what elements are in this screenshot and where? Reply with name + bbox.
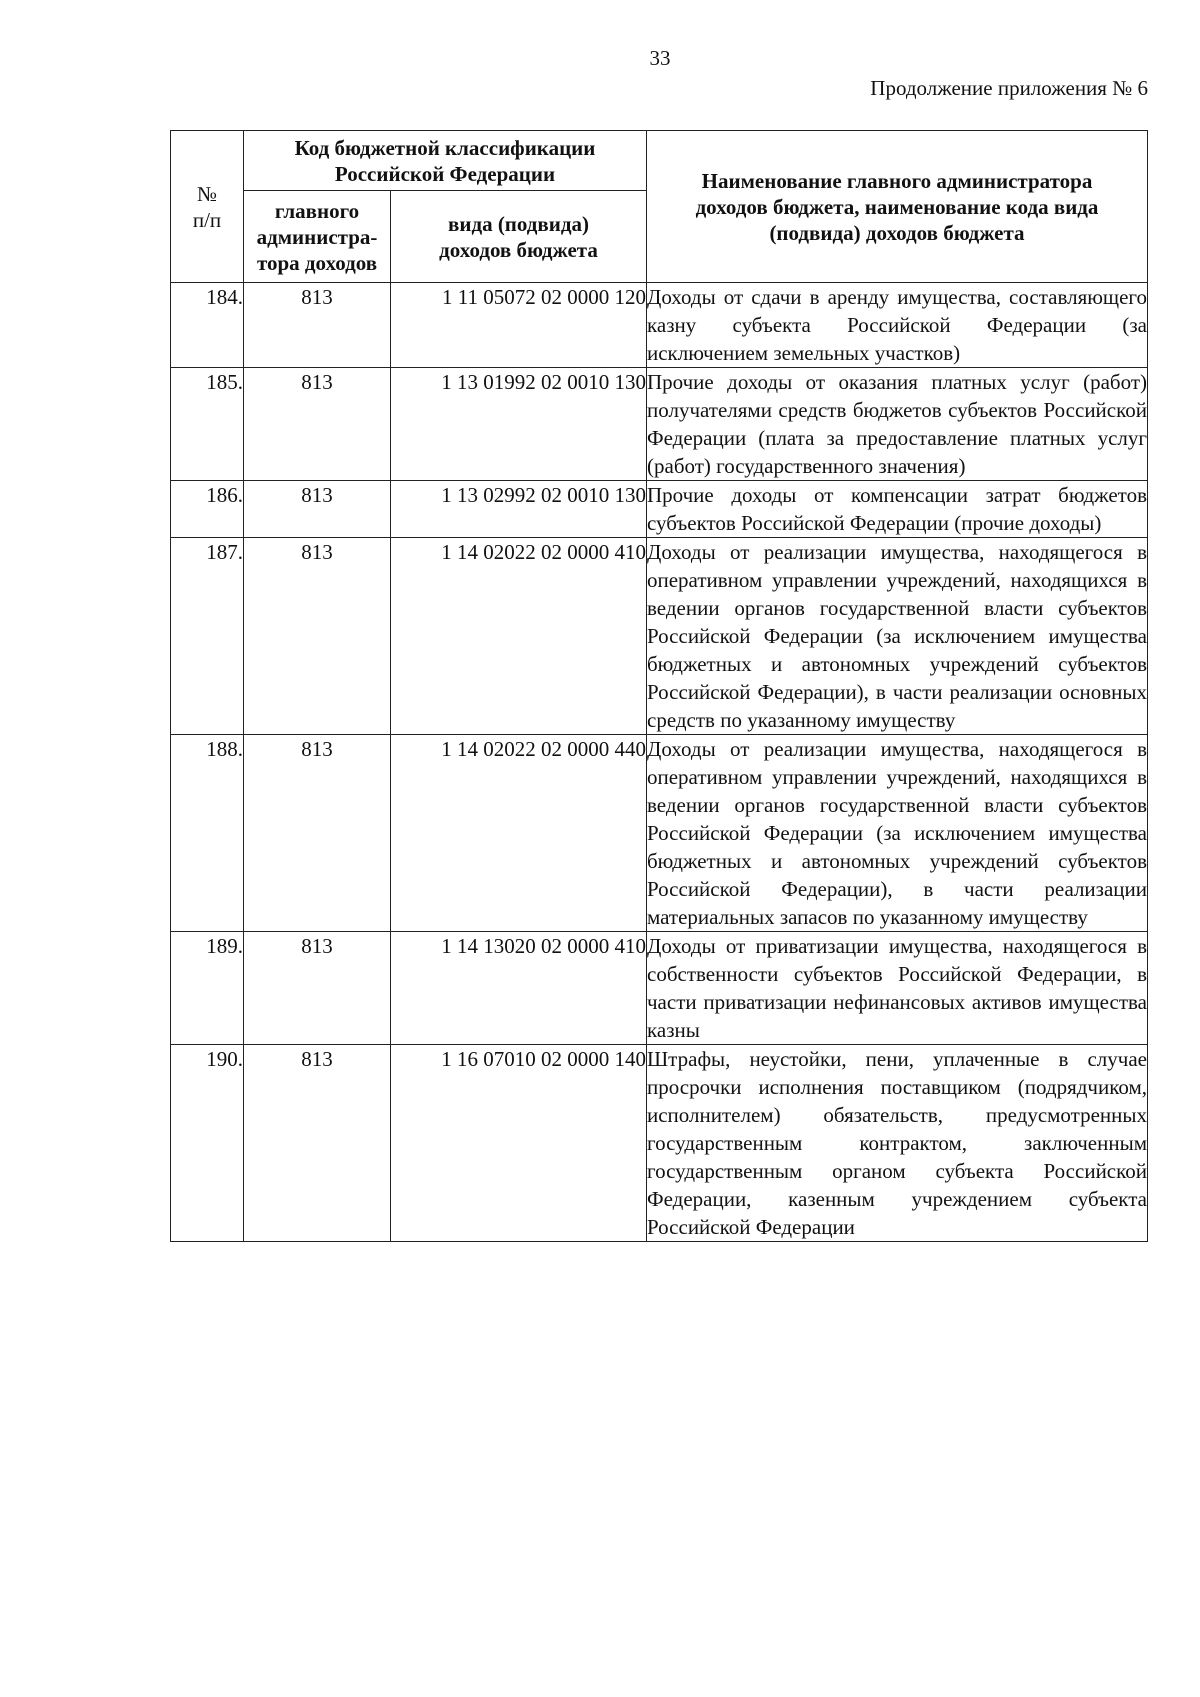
row-number: 186. — [171, 481, 244, 538]
table-row — [171, 538, 1148, 735]
table-header — [171, 131, 1148, 283]
row-income-code: 1 11 05072 02 0000 120 — [391, 283, 647, 368]
table-body — [171, 283, 1148, 1242]
row-income-code: 1 14 13020 02 0000 410 — [391, 932, 647, 1045]
row-number: 187. — [171, 538, 244, 735]
row-income-name: Доходы от приватизации имущества, находящегося в собственности субъектов Российской Федерации, в части приватизации нефинансовых активов имущества казны — [647, 932, 1148, 1045]
header-admin: главного администра-тора доходов — [244, 191, 391, 283]
table-row — [171, 735, 1148, 932]
row-admin-code: 813 — [244, 1045, 391, 1242]
table-row — [171, 368, 1148, 481]
table-row — [171, 932, 1148, 1045]
row-admin-code: 813 — [244, 368, 391, 481]
row-income-name: Доходы от сдачи в аренду имущества, составляющего казну субъекта Российской Федерации (за исключением земельных участков) — [647, 283, 1148, 368]
header-income-type: вида (подвида) доходов бюджета — [391, 191, 647, 283]
header-name: Наименование главного администратора доходов бюджета, наименование кода вида (подвида) доходов бюджета — [647, 131, 1148, 283]
row-income-code: 1 16 07010 02 0000 140 — [391, 1045, 647, 1242]
row-admin-code: 813 — [244, 283, 391, 368]
header-number — [171, 131, 244, 283]
header-kbk-group: Код бюджетной классификации Российской Федерации — [244, 131, 647, 191]
appendix-continuation-label: Продолжение приложения № 6 — [870, 76, 1148, 100]
row-income-code: 1 13 01992 02 0010 130 — [391, 368, 647, 481]
row-number: 190. — [171, 1045, 244, 1242]
table-row — [171, 481, 1148, 538]
table-row — [171, 283, 1148, 368]
row-number: 188. — [171, 735, 244, 932]
row-admin-code: 813 — [244, 538, 391, 735]
page-number: 33 — [649, 46, 671, 70]
row-number: 184. — [171, 283, 244, 368]
row-admin-code: 813 — [244, 481, 391, 538]
row-number: 189. — [171, 932, 244, 1045]
row-income-name: Штрафы, неустойки, пени, уплаченные в случае просрочки исполнения поставщиком (подрядчиком, исполнителем) обязательств, предусмотренных государственным контрактом, заключенным государственным органом субъекта Российской Федерации, казенным учреждением субъекта Российской Федерации — [647, 1045, 1148, 1242]
row-income-name: Прочие доходы от оказания платных услуг (работ) получателями средств бюджетов субъектов Российской Федерации (плата за предоставление платных услуг (работ) государственного значения) — [647, 368, 1148, 481]
row-income-code: 1 13 02992 02 0010 130 — [391, 481, 647, 538]
header-number-abbr: п/п — [192, 207, 222, 232]
row-income-code: 1 14 02022 02 0000 440 — [391, 735, 647, 932]
table-row — [171, 1045, 1148, 1242]
row-income-name: Прочие доходы от компенсации затрат бюджетов субъектов Российской Федерации (прочие доходы) — [647, 481, 1148, 538]
budget-classification-table — [170, 130, 1148, 1242]
row-number: 185. — [171, 368, 244, 481]
row-income-name: Доходы от реализации имущества, находящегося в оперативном управлении учреждений, находящихся в ведении органов государственной власти субъектов Российской Федерации (за исключением имущества бюджетных и автономных учреждений субъектов Российской Федерации), в части реализации основных средств по указанному имуществу — [647, 538, 1148, 735]
header-number-sign: № — [196, 181, 218, 206]
row-income-name: Доходы от реализации имущества, находящегося в оперативном управлении учреждений, находящихся в ведении органов государственной власти субъектов Российской Федерации (за исключением имущества бюджетных и автономных учреждений субъектов Российской Федерации), в части реализации материальных запасов по указанному имуществу — [647, 735, 1148, 932]
row-admin-code: 813 — [244, 932, 391, 1045]
row-income-code: 1 14 02022 02 0000 410 — [391, 538, 647, 735]
row-admin-code: 813 — [244, 735, 391, 932]
